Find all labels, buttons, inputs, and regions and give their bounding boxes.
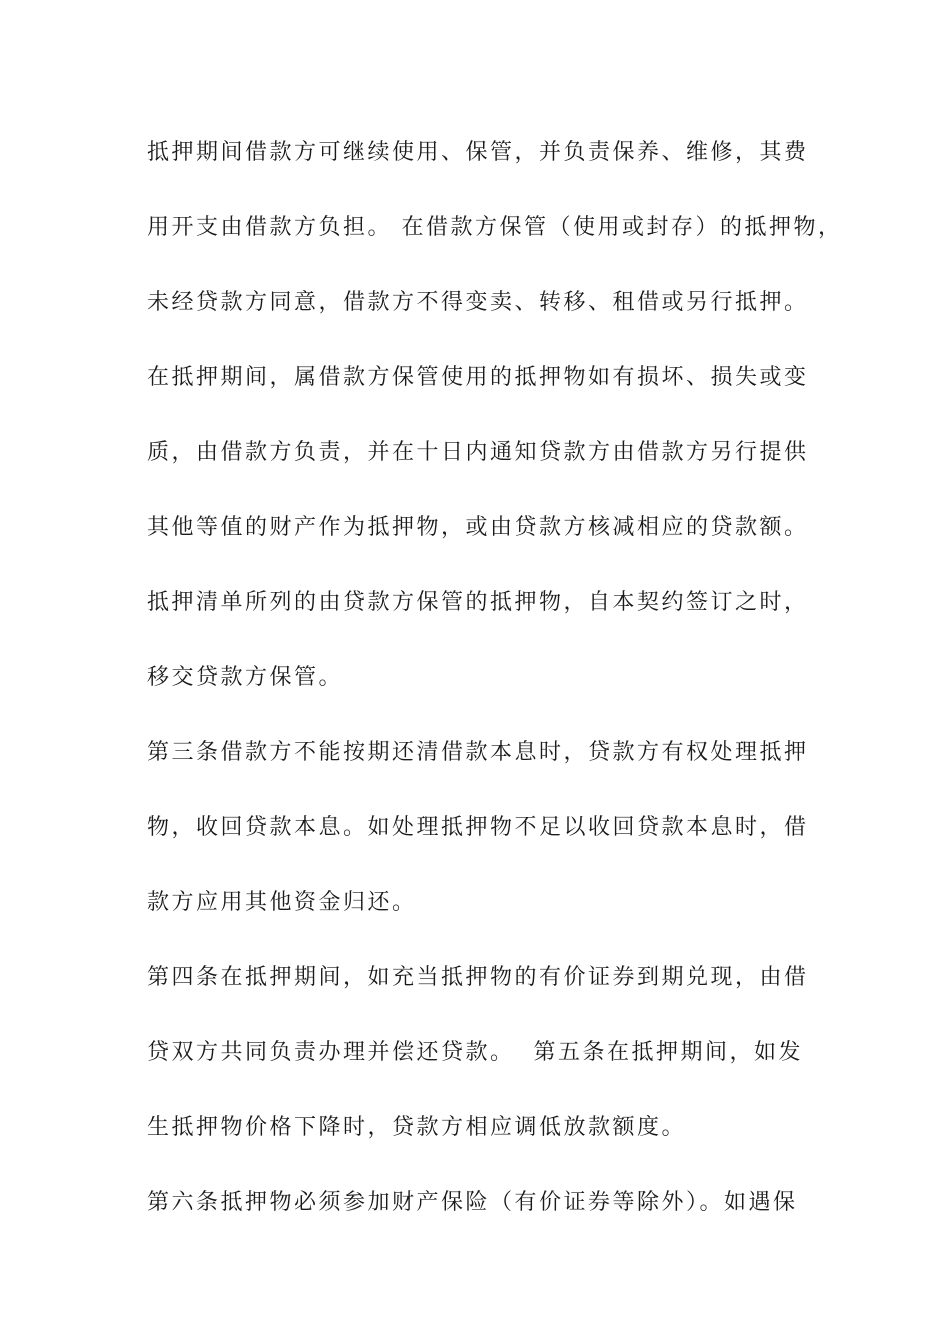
text-line: 款方应用其他资金归还。 [147, 890, 417, 915]
text-line: 贷双方共同负责办理并偿还贷款。 第五条在抵押期间，如发 [147, 1040, 803, 1065]
document-body [147, 130, 847, 1255]
text-line: 用开支由借款方负担。 在借款方保管（使用或封存）的抵押物， [147, 215, 843, 240]
text-line: 在抵押期间，属借款方保管使用的抵押物如有损坏、损失或变 [147, 365, 809, 390]
text-line: 第四条在抵押期间，如充当抵押物的有价证券到期兑现，由借 [147, 965, 809, 990]
text-line: 未经贷款方同意，借款方不得变卖、转移、租借或另行抵押。 [147, 290, 809, 315]
text-line: 第六条抵押物必须参加财产保险（有价证券等除外）。如遇保 [147, 1190, 798, 1215]
text-line: 物，收回贷款本息。如处理抵押物不足以收回贷款本息时，借 [147, 815, 809, 840]
text-line: 质，由借款方负责，并在十日内通知贷款方由借款方另行提供 [147, 440, 809, 465]
text-line: 生抵押物价格下降时，贷款方相应调低放款额度。 [147, 1115, 687, 1140]
text-line: 其他等值的财产作为抵押物，或由贷款方核减相应的贷款额。 [147, 515, 809, 540]
text-line: 抵押清单所列的由贷款方保管的抵押物，自本契约签订之时， [147, 590, 809, 615]
text-line: 移交贷款方保管。 [147, 665, 344, 690]
text-line: 抵押期间借款方可继续使用、保管，并负责保养、维修，其费 [147, 140, 809, 165]
text-line: 第三条借款方不能按期还清借款本息时，贷款方有权处理抵押 [147, 740, 809, 765]
